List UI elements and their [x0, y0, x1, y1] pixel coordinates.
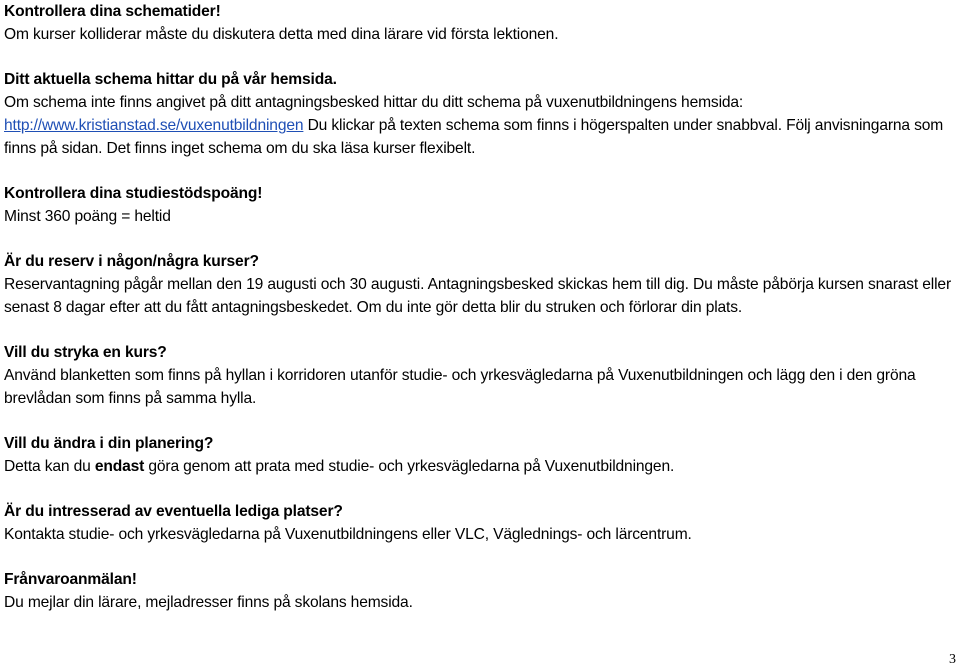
spacer: [4, 410, 952, 432]
text-vacancies: Kontakta studie- och yrkesvägledarna på Vuxenutbildningens eller VLC, Väglednings- och lärcentrum.: [4, 526, 692, 543]
spacer: [4, 319, 952, 341]
spacer: [4, 228, 952, 250]
heading-reserve: Är du reserv i någon/några kurser?: [4, 253, 259, 270]
heading-schedule-check: Kontrollera dina schematider!: [4, 3, 221, 20]
heading-change-plan: Vill du ändra i din planering?: [4, 435, 214, 452]
spacer: [4, 160, 952, 182]
vuxenutbildningen-link[interactable]: http://www.kristianstad.se/vuxenutbildningen: [4, 117, 304, 134]
text-study-points: Minst 360 poäng = heltid: [4, 208, 171, 225]
text-current-schedule-before-link: Om schema inte finns angivet på ditt antagningsbesked hittar du ditt schema på vuxenutbildningens hemsida:: [4, 94, 744, 111]
heading-current-schedule: Ditt aktuella schema hittar du på vår hemsida.: [4, 71, 337, 88]
section-current-schedule: [4, 68, 952, 160]
spacer: [4, 546, 952, 568]
text-schedule-check: Om kurser kolliderar måste du diskutera detta med dina lärare vid första lektionen.: [4, 26, 559, 43]
paragraph-current-schedule: [4, 91, 952, 160]
spacer: [4, 46, 952, 68]
paragraph-change-plan: [4, 455, 952, 478]
text-reserve: Reservantagning pågår mellan den 19 augusti och 30 augusti. Antagningsbesked skickas hem till dig. Du måste påbörja kursen snarast eller senast 8 dagar efter att du fått antagningsbeskedet. Om du inte gör detta blir du struken och förlorar din plats.: [4, 276, 951, 316]
document-page: [4, 0, 952, 614]
section-reserve: [4, 250, 952, 319]
emphasis-endast: endast: [94, 458, 145, 475]
text-change-plan-before-bold: Detta kan du: [4, 458, 95, 475]
section-absence: [4, 568, 952, 614]
heading-vacancies: Är du intresserad av eventuella lediga platser?: [4, 503, 343, 520]
heading-study-points: Kontrollera dina studiestödspoäng!: [4, 185, 263, 202]
section-schedule-check: [4, 0, 952, 46]
heading-absence: Frånvaroanmälan!: [4, 571, 137, 588]
heading-drop-course: Vill du stryka en kurs?: [4, 344, 167, 361]
text-change-plan-after-bold: göra genom att prata med studie- och yrkesvägledarna på Vuxenutbildningen.: [144, 458, 675, 475]
page-number: 3: [949, 652, 956, 667]
text-absence: Du mejlar din lärare, mejladresser finns på skolans hemsida.: [4, 594, 413, 611]
section-vacancies: [4, 500, 952, 546]
section-study-points: [4, 182, 952, 228]
text-drop-course: Använd blanketten som finns på hyllan i korridoren utanför studie- och yrkesvägledarna på Vuxenutbildningen och lägg den i den gröna brevlådan som finns på samma hylla.: [4, 367, 916, 407]
section-change-plan: [4, 432, 952, 478]
section-drop-course: [4, 341, 952, 410]
text-current-schedule-after-link: Du klickar på texten schema som finns i högerspalten under snabbval. Följ anvisningarna som finns på sidan. Det finns inget schema om du ska läsa kurser flexibelt.: [4, 117, 944, 157]
spacer: [4, 478, 952, 500]
